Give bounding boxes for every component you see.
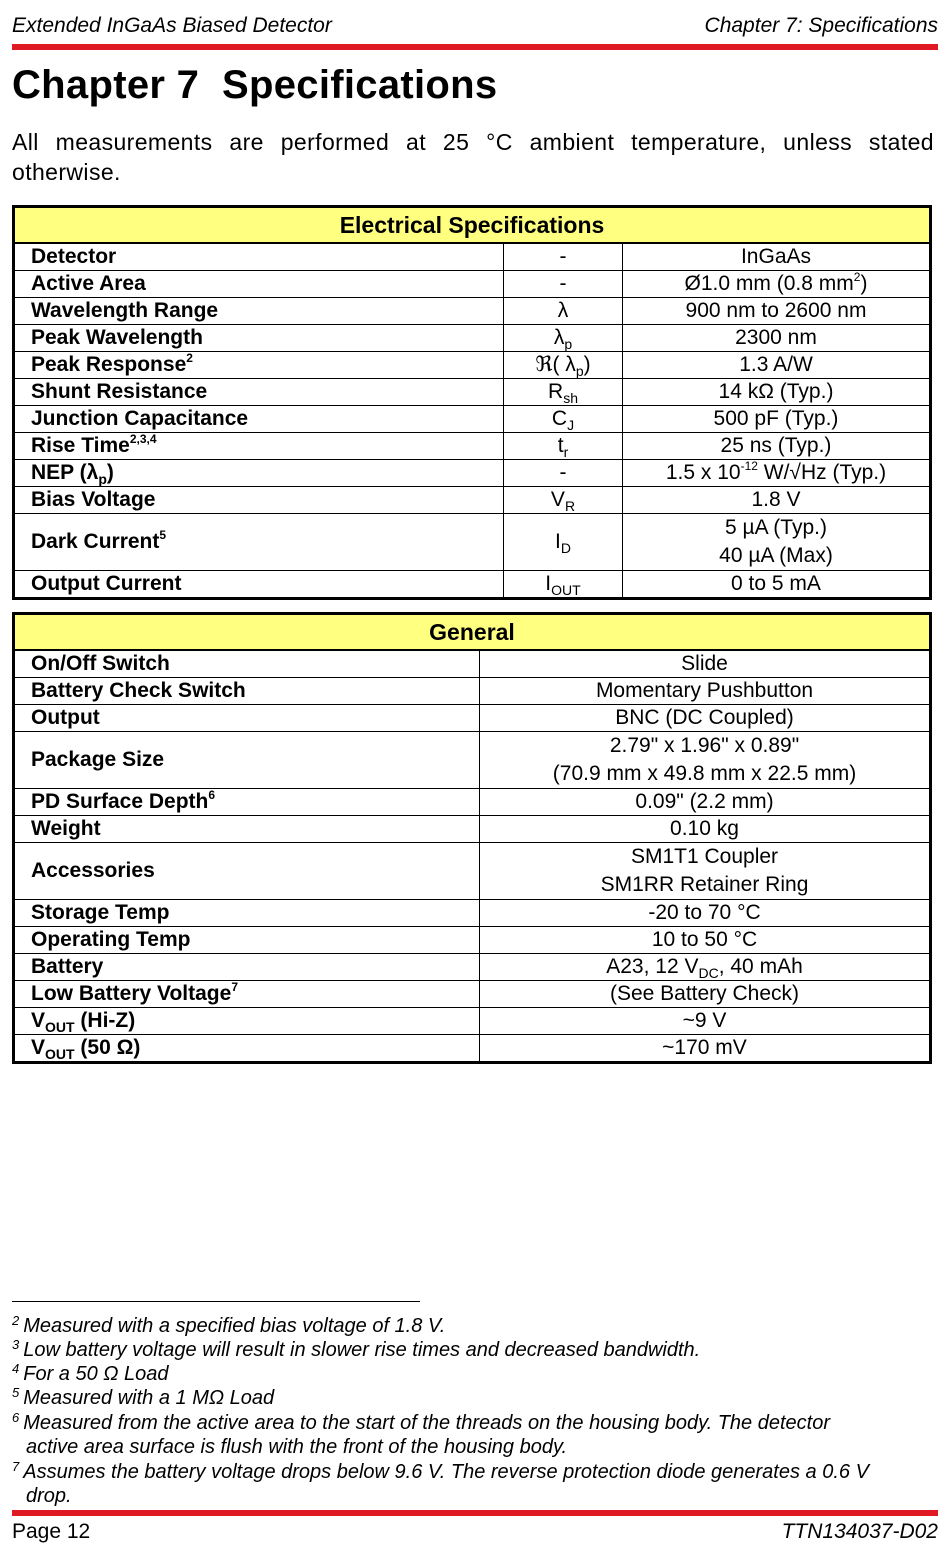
- spec-value: [623, 487, 931, 514]
- spec-value: [623, 571, 931, 599]
- spec-symbol: [504, 571, 623, 599]
- footnote-text: Measured with a specified bias voltage of 1.8 V.: [23, 1315, 446, 1337]
- spec-name: [14, 732, 480, 789]
- name-text-end: ): [106, 461, 114, 484]
- spec-value-line: SM1RR Retainer Ring: [600, 873, 809, 896]
- symbol-text: λ: [553, 326, 565, 349]
- spec-value: [480, 981, 931, 1008]
- symbol-subscript: r: [563, 444, 569, 460]
- symbol-subscript: R: [564, 498, 576, 514]
- spec-symbol: [504, 243, 623, 271]
- spec-row: [14, 1035, 931, 1063]
- footnote-rule: [12, 1301, 420, 1302]
- name-text: Active Area: [31, 272, 146, 295]
- spec-value-line: [623, 514, 929, 542]
- spec-value: [623, 406, 931, 433]
- page-number: Page 12: [12, 1520, 91, 1543]
- footnote-text-continued: drop.: [26, 1485, 72, 1507]
- spec-symbol: [504, 298, 623, 325]
- value-text: 0 to 5 mA: [731, 572, 821, 595]
- value-text: A23, 12 V: [606, 955, 699, 978]
- name-text: Dark Current: [31, 530, 160, 553]
- spec-name: [14, 406, 504, 433]
- footnote: [12, 1460, 938, 1508]
- spec-row: [14, 954, 931, 981]
- intro-paragraph: All measurements are performed at 25 °C ambient temperature, unless stated otherwise.: [12, 129, 934, 185]
- name-text: Package Size: [31, 748, 165, 771]
- page-title: Chapter 7 Specifications: [12, 63, 498, 107]
- spec-row: [14, 433, 931, 460]
- spec-value: [623, 271, 931, 298]
- spec-value: [623, 379, 931, 406]
- spec-row: [14, 352, 931, 379]
- spec-row: [14, 379, 931, 406]
- spec-symbol: [504, 379, 623, 406]
- value-text: (See Battery Check): [609, 982, 800, 1005]
- footnote: [12, 1411, 938, 1459]
- value-superscript: 2: [853, 270, 861, 284]
- spec-name: [14, 1035, 480, 1063]
- spec-symbol: [504, 514, 623, 571]
- spec-name: [14, 433, 504, 460]
- name-text: Rise Time: [31, 434, 130, 457]
- spec-value: [623, 514, 931, 571]
- symbol-text: V: [550, 488, 565, 511]
- spec-value: [480, 816, 931, 843]
- value-subscript: DC: [698, 965, 719, 981]
- spec-name: [14, 705, 480, 732]
- value-text: 0.10 kg: [670, 817, 739, 840]
- spec-name: [14, 298, 504, 325]
- footnote-number: 6: [12, 1410, 20, 1425]
- spec-row: [14, 325, 931, 352]
- spec-name: [14, 678, 480, 705]
- symbol-subscript: p: [564, 336, 573, 352]
- spec-name: [14, 379, 504, 406]
- symbol-text: I: [545, 572, 552, 595]
- spec-symbol: [504, 271, 623, 298]
- value-text: SM1T1 Coupler: [630, 845, 779, 868]
- spec-name: [14, 1008, 480, 1035]
- spec-row: [14, 816, 931, 843]
- value-text: 0.09" (2.2 mm): [635, 790, 774, 813]
- spec-name: [14, 900, 480, 927]
- value-text: 2.79" x 1.96" x 0.89": [609, 734, 800, 757]
- spec-value: [480, 843, 931, 900]
- name-text: Low Battery Voltage: [31, 982, 232, 1005]
- spec-value: [480, 1008, 931, 1035]
- footnote-number: 7: [12, 1459, 20, 1474]
- name-superscript: 2: [186, 351, 193, 365]
- electrical-specifications-table: [12, 205, 932, 600]
- spec-name: [14, 325, 504, 352]
- spec-symbol: [504, 433, 623, 460]
- value-text-end: ): [860, 272, 868, 295]
- spec-value: [480, 732, 931, 789]
- value-text: 1.5 x 10: [665, 461, 741, 484]
- value-text: 1.8 V: [751, 488, 801, 511]
- footer-rule: [12, 1510, 938, 1516]
- symbol-text: ℜ( λ: [535, 353, 576, 376]
- footnote-text: Assumes the battery voltage drops below 9.6 V. The reverse protection diode generates a 0.6 V: [23, 1461, 869, 1483]
- spec-symbol: [504, 325, 623, 352]
- name-superscript: 5: [159, 528, 167, 542]
- name-text: Peak Wavelength: [31, 326, 203, 349]
- value-text: ~170 mV: [662, 1036, 747, 1059]
- spec-row: [14, 514, 931, 571]
- spec-row: [14, 406, 931, 433]
- spec-row: [14, 705, 931, 732]
- name-text: Bias Voltage: [31, 488, 156, 511]
- spec-row: [14, 460, 931, 487]
- footnote: [12, 1386, 938, 1410]
- name-text: NEP (λ: [31, 461, 99, 484]
- spec-name: [14, 816, 480, 843]
- name-superscript: 6: [208, 788, 216, 802]
- value-text: 10 to 50 °C: [651, 928, 758, 951]
- footnote-number: 5: [12, 1385, 20, 1400]
- spec-row: [14, 298, 931, 325]
- value-text: 900 nm to 2600 nm: [685, 299, 867, 322]
- spec-value-line: [480, 732, 929, 760]
- symbol-text: -: [559, 272, 567, 295]
- spec-value: [480, 678, 931, 705]
- footnote-number: 3: [12, 1337, 20, 1352]
- value-text-end: W/√Hz (Typ.): [757, 461, 887, 484]
- spec-name: [14, 954, 480, 981]
- value-text: InGaAs: [740, 245, 812, 268]
- spec-row: [14, 927, 931, 954]
- value-text: BNC (DC Coupled): [615, 706, 794, 729]
- header-chapter-title: Chapter 7: Specifications: [704, 14, 938, 37]
- spec-value: [623, 243, 931, 271]
- header-rule: [12, 44, 938, 50]
- spec-value: [480, 954, 931, 981]
- spec-value: [623, 325, 931, 352]
- symbol-text: R: [548, 380, 564, 403]
- spec-value: [480, 789, 931, 816]
- name-text: Detector: [31, 245, 117, 268]
- value-text: 25 ns (Typ.): [720, 434, 832, 457]
- name-text: Storage Temp: [31, 901, 170, 924]
- value-superscript: -12: [740, 459, 758, 473]
- spec-row: [14, 789, 931, 816]
- spec-row: [14, 1008, 931, 1035]
- spec-name: [14, 460, 504, 487]
- spec-value-line: 40 µA (Max): [719, 544, 833, 567]
- value-text: Slide: [681, 652, 728, 675]
- spec-symbol: [504, 460, 623, 487]
- footnote-text-continued: active area surface is flush with the front of the housing body.: [26, 1436, 568, 1458]
- symbol-subscript: OUT: [551, 582, 581, 598]
- spec-name: [14, 271, 504, 298]
- symbol-text: C: [551, 407, 568, 430]
- footnote-number: 4: [12, 1361, 20, 1376]
- spec-value: [623, 352, 931, 379]
- name-text: Output Current: [31, 572, 182, 595]
- symbol-subscript: p: [575, 363, 584, 379]
- value-text: 5 µA (Typ.): [725, 516, 827, 539]
- name-text: Shunt Resistance: [31, 380, 208, 403]
- symbol-text: I: [555, 530, 561, 553]
- spec-name: [14, 487, 504, 514]
- spec-symbol: [504, 352, 623, 379]
- name-text: Peak Response: [31, 353, 187, 376]
- symbol-text: -: [559, 245, 567, 268]
- name-text-end: (Hi-Z): [74, 1009, 136, 1032]
- spec-name: [14, 843, 480, 900]
- running-header: [12, 14, 938, 40]
- spec-row: [14, 900, 931, 927]
- name-text: Battery Check Switch: [31, 679, 246, 702]
- spec-value: [623, 460, 931, 487]
- spec-row: [14, 843, 931, 900]
- value-text: 500 pF (Typ.): [713, 407, 839, 430]
- symbol-text-end: ): [583, 353, 591, 376]
- general-specifications-heading: General: [14, 614, 931, 651]
- document-number: TTN134037-D02: [781, 1520, 938, 1543]
- spec-row: [14, 487, 931, 514]
- value-text: Momentary Pushbutton: [595, 679, 814, 702]
- spec-value: [480, 1035, 931, 1063]
- value-text: 14 kΩ (Typ.): [718, 380, 834, 403]
- spec-row: [14, 243, 931, 271]
- symbol-subscript: J: [567, 417, 575, 433]
- symbol-text: t: [557, 434, 564, 457]
- name-text: Output: [31, 706, 100, 729]
- name-text: On/Off Switch: [31, 652, 170, 675]
- symbol-text: -: [559, 461, 567, 484]
- spec-value: [480, 650, 931, 678]
- header-document-title: Extended InGaAs Biased Detector: [12, 14, 332, 37]
- value-text: ~9 V: [682, 1009, 727, 1032]
- spec-value: [480, 705, 931, 732]
- symbol-subscript: D: [560, 540, 571, 556]
- spec-value-line: (70.9 mm x 49.8 mm x 22.5 mm): [552, 762, 857, 785]
- electrical-specifications-heading: Electrical Specifications: [14, 207, 931, 244]
- spec-row: [14, 678, 931, 705]
- name-subscript: OUT: [45, 1019, 75, 1035]
- footnote-text: For a 50 Ω Load: [23, 1363, 169, 1385]
- symbol-text: λ: [557, 299, 569, 322]
- spec-name: [14, 789, 480, 816]
- spec-value-line: [480, 843, 929, 871]
- spec-row: [14, 732, 931, 789]
- footnote: [12, 1338, 938, 1362]
- spec-name: [14, 514, 504, 571]
- general-specifications-table: [12, 612, 932, 1064]
- footnote: [12, 1362, 938, 1386]
- footnote: [12, 1314, 938, 1338]
- value-text-end: , 40 mAh: [718, 955, 803, 978]
- name-subscript: OUT: [45, 1046, 75, 1062]
- spec-name: [14, 571, 504, 599]
- spec-value: [480, 927, 931, 954]
- name-text: Weight: [31, 817, 101, 840]
- name-text: Junction Capacitance: [31, 407, 249, 430]
- name-text: V: [31, 1036, 46, 1059]
- name-superscript: 7: [231, 980, 238, 994]
- spec-row: [14, 271, 931, 298]
- name-subscript: p: [98, 471, 107, 487]
- spec-symbol: [504, 406, 623, 433]
- spec-name: [14, 650, 480, 678]
- footnote-text: Measured from the active area to the start of the threads on the housing body. The detector: [23, 1412, 831, 1434]
- spec-symbol: [504, 487, 623, 514]
- name-superscript: 2,3,4: [129, 432, 157, 446]
- name-text-end: (50 Ω): [74, 1036, 141, 1059]
- spec-name: [14, 981, 480, 1008]
- name-text: Accessories: [31, 859, 155, 882]
- name-text: Wavelength Range: [31, 299, 219, 322]
- footnote-text: Low battery voltage will result in slower rise times and decreased bandwidth.: [23, 1339, 701, 1361]
- value-text: -20 to 70 °C: [648, 901, 761, 924]
- symbol-subscript: sh: [563, 390, 578, 406]
- footnote-number: 2: [12, 1313, 20, 1328]
- spec-value: [623, 433, 931, 460]
- name-text: Operating Temp: [31, 928, 191, 951]
- value-text: 1.3 A/W: [739, 353, 813, 376]
- spec-name: [14, 927, 480, 954]
- spec-row: [14, 571, 931, 599]
- spec-name: [14, 352, 504, 379]
- spec-row: [14, 650, 931, 678]
- value-text: Ø1.0 mm (0.8 mm: [684, 272, 854, 295]
- name-text: V: [31, 1009, 46, 1032]
- spec-value: [480, 900, 931, 927]
- value-text: 2300 nm: [735, 326, 817, 349]
- spec-row: [14, 981, 931, 1008]
- name-text: PD Surface Depth: [31, 790, 209, 813]
- footnote-text: Measured with a 1 MΩ Load: [23, 1387, 275, 1409]
- spec-value: [623, 298, 931, 325]
- spec-name: [14, 243, 504, 271]
- name-text: Battery: [31, 955, 104, 978]
